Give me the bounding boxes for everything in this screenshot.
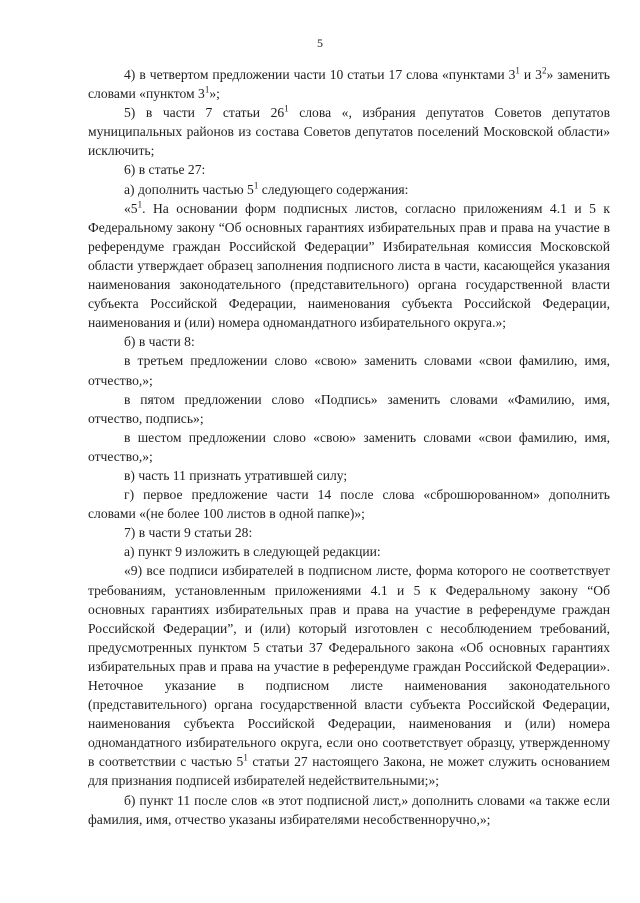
paragraph: 5) в части 7 статьи $26^1$ слова «, избрания депутатов Советов депутатов муниципальных районов из состава Советов депутатов поселений Московской области» исключить; xyxy=(88,103,611,159)
paragraph: г) первое предложение части 14 после слова «сброшюрованном» дополнить словами «(не более 100 листов в одной папке)»; xyxy=(88,487,610,522)
paragraph: 7) в части 9 статьи 28: xyxy=(124,525,253,541)
paragraph: в шестом предложении слово «свою» заменить словами «свои фамилию, имя, отчество,»; xyxy=(88,429,610,464)
paragraph: б) в части 8: xyxy=(124,334,195,350)
document-body xyxy=(88,65,610,829)
paragraph: б) пункт 11 после слов «в этот подписной лист,» дополнить словами «а также если фамилия, имя, отчество указаны избирателями несобственноручно,»; xyxy=(88,792,610,827)
paragraph: «9) все подписи избирателей в подписном листе, форма которого не соответствует требованиям, установленным приложениями 4.1 и 5 к Федеральному закону “Об основных гарантиях избирательных прав и права на участие в референдуме граждан Российской Федерации”, и (или) который изготовлен с несоблюдением требований, предусмотренных пунктом 5 статьи 37 Федерального закона «Об основных гарантиях избирательных прав и права на участие в референдуме граждан Российской Федерации». Неточное указание в подписном листе наименования законодательного (представительного) органа государственной власти субъекта Российской Федерации, наименования субъекта Российской Федерации, наименования и (или) номера одномандатного избирательного округа, если оно соответствует образцу, утвержденному в соответствии с частью $5^1$ статьи 27 настоящего Закона, не может служить основанием для признания подписей избирателей недействительными;»; xyxy=(88,563,610,789)
paragraph: в пятом предложении слово «Подпись» заменить словами «Фамилию, имя, отчество, подпись»; xyxy=(88,391,610,426)
paragraph: «$5^1$. На основании форм подписных листов, согласно приложениям 4.1 и 5 к Федеральному закону “Об основных гарантиях избирательных прав и права на участие в референдуме граждан Российской Федерации” Избирательная комиссия Московской области утверждает образец заполнения подписного листа в части, касающейся указания наименования законодательного (представительного) органа государственной власти субъекта Российской Федерации, наименования субъекта Российской Федерации, наименования и (или) номера одномандатного избирательного округа.»; xyxy=(88,199,610,331)
paragraph: а) пункт 9 изложить в следующей редакции: xyxy=(124,544,381,560)
paragraph: в) часть 11 признать утратившей силу; xyxy=(124,467,348,483)
paragraph: а) дополнить частью $5^1$ следующего содержания: xyxy=(124,180,409,197)
page-number: 5 xyxy=(317,36,323,50)
paragraph: в третьем предложении слово «свою» заменить словами «свои фамилию, имя, отчество,»; xyxy=(88,353,610,388)
paragraph: 6) в статье 27: xyxy=(124,162,206,178)
paragraph: 4) в четвертом предложении части 10 статьи 17 слова «пунктами $3^1$ и $3^2$» заменить словами «пунктом $3^1$»; xyxy=(88,65,610,102)
